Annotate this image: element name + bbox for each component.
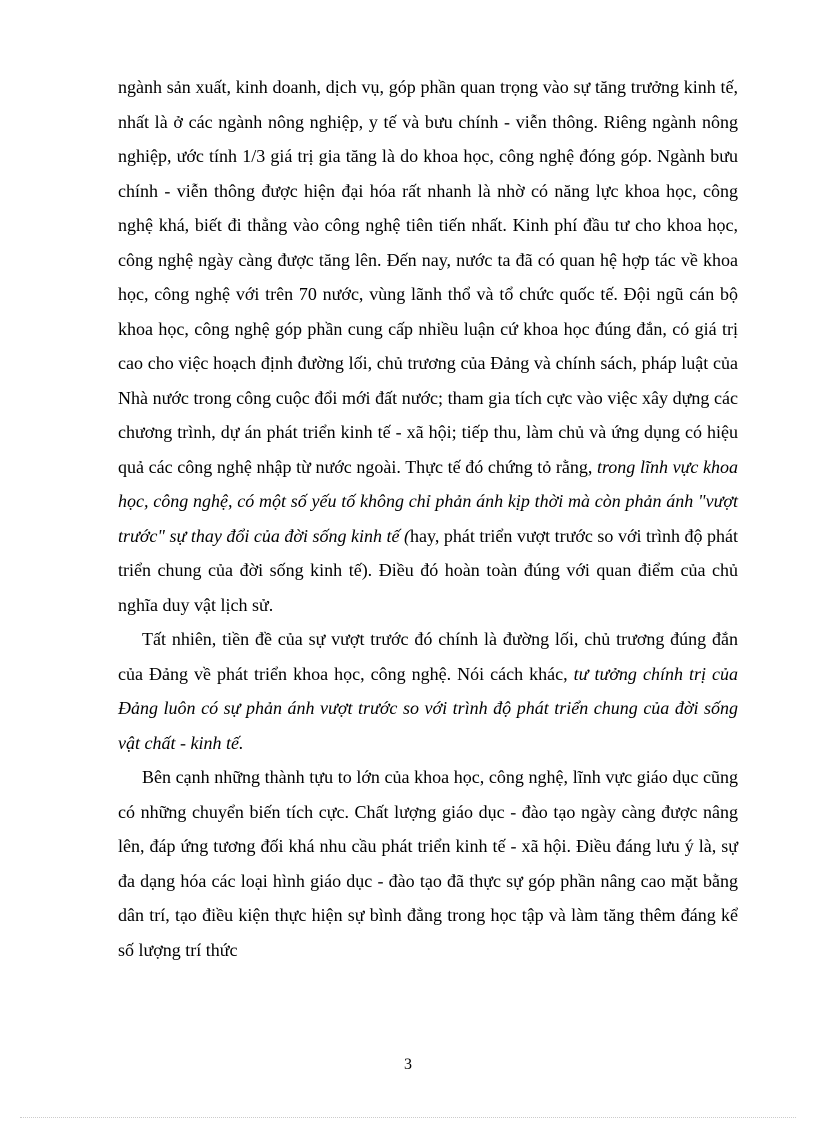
page-bottom-border <box>20 1117 796 1118</box>
paragraph-text: ngành sản xuất, kinh doanh, dịch vụ, góp phần quan trọng vào sự tăng trưởng kinh tế, nhất là ở các ngành nông nghiệp, y tế và bưu chính - viễn thông. Riêng ngành nông nghiệp, ước tính 1/3 giá trị gia tăng là do khoa học, công nghệ đóng góp. Ngành bưu chính - viễn thông được hiện đại hóa rất nhanh là nhờ có năng lực khoa học, công nghệ khá, biết đi thẳng vào công nghệ tiên tiến nhất. Kinh phí đầu tư cho khoa học, công nghệ ngày càng được tăng lên. Đến nay, nước ta đã có quan hệ hợp tác về khoa học, công nghệ với trên 70 nước, vùng lãnh thổ và tổ chức quốc tế. Đội ngũ cán bộ khoa học, công nghệ góp phần cung cấp nhiều luận cứ khoa học đúng đắn, có giá trị cao cho việc hoạch định đường lối, chủ trương của Đảng và chính sách, pháp luật của Nhà nước trong công cuộc đổi mới đất nước; tham gia tích cực vào việc xây dựng các chương trình, dự án phát triển kinh tế - xã hội; tiếp thu, làm chủ và ứng dụng có hiệu quả các công nghệ nhập từ nước ngoài. Thực tế đó chứng tỏ rằng, <box>118 77 738 477</box>
paragraph-text: hay, phát triển vượt trước so với trình độ phát triển chung của đời sống kinh tế). Điều đó hoàn toàn đúng với quan điểm của chủ nghĩa duy vật lịch sử. <box>118 525 738 615</box>
paragraph-text: Bên cạnh những thành tựu to lớn của khoa học, công nghệ, lĩnh vực giáo dục cũng có những chuyển biến tích cực. Chất lượng giáo dục - đào tạo ngày càng được nâng lên, đáp ứng tương đối khá nhu cầu phát triển kinh tế - xã hội. Điều đáng lưu ý là, sự đa dạng hóa các loại hình giáo dục - đào tạo đã thực sự góp phần nâng cao mặt bằng dân trí, tạo điều kiện thực hiện sự bình đẳng trong học tập và làm tăng thêm đáng kể số lượng trí thức <box>118 767 738 960</box>
paragraph-science-technology <box>118 70 738 622</box>
paragraph-education <box>118 760 738 967</box>
paragraph-party-guidelines <box>118 622 738 760</box>
italic-emphasis: trong lĩnh vực khoa học, công nghệ, có một số yếu tố không chỉ phản ánh kịp thời mà còn phản ánh "vượt trước" sự thay đổi của đời sống kinh tế ( <box>118 456 738 546</box>
paragraph-text: Tất nhiên, tiền đề của sự vượt trước đó chính là đường lối, chủ trương đúng đắn của Đảng về phát triển khoa học, công nghệ. Nói cách khác, <box>118 629 738 684</box>
document-page <box>118 70 738 967</box>
italic-emphasis: tư tưởng chính trị của Đảng luôn có sự phản ánh vượt trước so với trình độ phát triển chung của đời sống vật chất - kinh tế. <box>118 663 738 753</box>
page-number: 3 <box>404 1056 412 1073</box>
